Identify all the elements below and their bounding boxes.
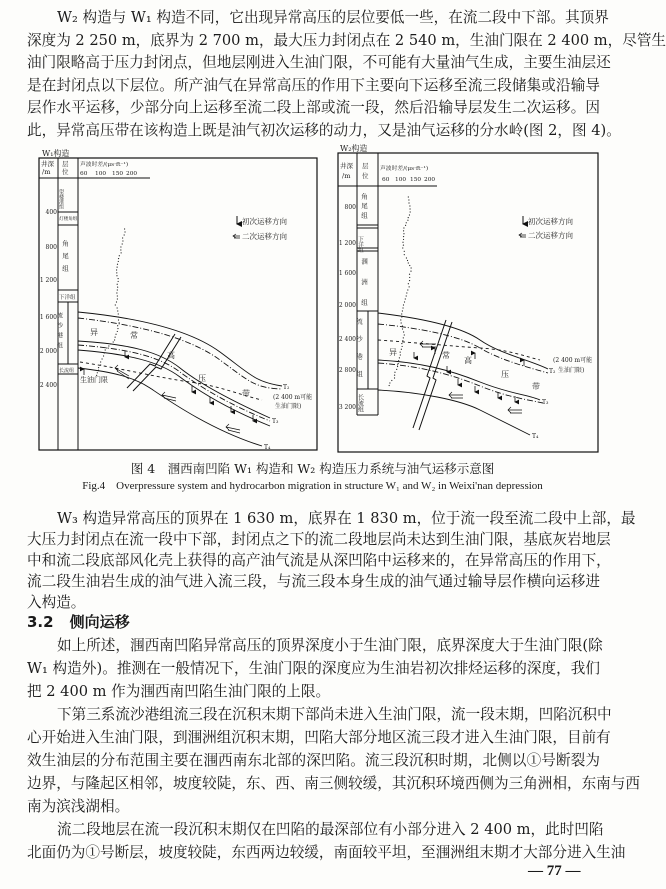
unit-label: 流沙港组 bbox=[355, 318, 363, 388]
panel-w2 bbox=[338, 143, 598, 452]
log-point bbox=[108, 345, 109, 346]
log-point bbox=[114, 339, 115, 340]
log-tick: 200 bbox=[424, 177, 436, 183]
unit-label: 望楼港组 bbox=[58, 189, 64, 209]
depth-tick: 2 400 bbox=[338, 336, 356, 343]
log-point bbox=[398, 363, 399, 364]
log-tick: 100 bbox=[395, 177, 407, 183]
log-point bbox=[104, 352, 105, 353]
paragraph-w3-structure bbox=[27, 508, 636, 613]
zone-char: 异 bbox=[389, 348, 397, 357]
log-point bbox=[100, 361, 101, 362]
log-point bbox=[116, 275, 117, 276]
text-line: 深度为 2 250 m，底界为 2 700 m，最大压力封闭点在 2 540 m，生油门限在 2 400 m，尽管生 bbox=[27, 31, 666, 49]
log-point bbox=[401, 343, 402, 344]
log-point bbox=[405, 298, 406, 299]
zone-char: 带 bbox=[532, 382, 540, 391]
log-point bbox=[404, 334, 405, 335]
log-point bbox=[409, 208, 410, 209]
unit-label: 流沙港组 bbox=[55, 312, 63, 352]
oil-window-note: (2 400 m可能 bbox=[553, 357, 593, 364]
legend-secondary: 二次运移方向 bbox=[242, 232, 287, 241]
section-heading bbox=[27, 611, 146, 633]
col-header-layer: 位 bbox=[62, 168, 69, 176]
log-point bbox=[116, 272, 117, 273]
log-point bbox=[400, 352, 401, 353]
log-point bbox=[124, 228, 125, 229]
log-point bbox=[98, 367, 99, 368]
log-point bbox=[403, 236, 404, 237]
figure-4-pressure-migration-diagram bbox=[0, 140, 625, 460]
text-line: 层作水平运移，少部分向上运移至流二段上部或流一段，然后沿输导层发生二次运移。因 bbox=[27, 99, 600, 117]
log-point bbox=[124, 234, 125, 235]
log-point bbox=[406, 257, 407, 258]
log-point bbox=[115, 334, 116, 335]
figure-caption-chinese: 图 4 涠西南凹陷 W₁ 构造和 W₂ 构造压力系统与油气运移示意图 bbox=[130, 461, 495, 476]
depth-tick: 2 000 bbox=[338, 302, 356, 309]
unit-label: 涠洲组 bbox=[360, 258, 368, 320]
log-point bbox=[402, 242, 403, 243]
log-point bbox=[402, 307, 403, 308]
legend bbox=[519, 216, 573, 240]
unit-label: 灯楼角组 bbox=[59, 217, 78, 222]
log-point bbox=[402, 325, 403, 326]
log-point bbox=[396, 369, 397, 370]
log-point bbox=[399, 357, 400, 358]
depth-tick: 3 200 bbox=[338, 404, 356, 411]
secondary-migration-arrow-icon bbox=[162, 392, 176, 401]
text-line: 中和流二段底部风化壳上获得的高产油气流是从深凹陷中运移来的，在异常高压的作用下， bbox=[27, 552, 611, 569]
depth-tick: 1 200 bbox=[338, 240, 356, 247]
depth-tick: 800 bbox=[344, 204, 356, 211]
log-point bbox=[118, 278, 119, 279]
text-line: 此，异常高压带在该构造上既是油气初次运移的动力，又是油气运移的分水岭(图 2，图 4)。 bbox=[27, 121, 621, 139]
section-title: 侧向运移 bbox=[69, 613, 130, 631]
log-point bbox=[408, 202, 409, 203]
text-line: 大压力封闭点在流一段中下部，封闭点之下的流二段地层尚未达到生油门限，基底灰岩地层 bbox=[27, 531, 611, 548]
log-point bbox=[409, 277, 410, 278]
text-line: 流二段地层在流一段沉积末期仅在凹陷的最深部位有小部分进入 2 400 m，此时凹陷 bbox=[57, 821, 604, 838]
log-point bbox=[117, 298, 118, 299]
zone-char: 高 bbox=[167, 351, 175, 360]
log-point bbox=[397, 366, 398, 367]
log-point bbox=[121, 252, 122, 253]
log-point bbox=[118, 319, 119, 320]
text-line: 如上所述，涠西南凹陷异常高压的顶界深度小于生油门限，底界深度大于生油门限(除 bbox=[57, 637, 603, 654]
log-point bbox=[122, 240, 123, 241]
log-point bbox=[402, 340, 403, 341]
horizon-label: T₃ bbox=[542, 399, 549, 406]
log-point bbox=[113, 341, 114, 342]
col-header-depth: 井深 bbox=[340, 162, 353, 170]
log-point bbox=[410, 271, 411, 272]
text-line: 油门限略高于压力封闭点，但地层刚进入生油门限，不可能有大量油气生成，主要生油层还 bbox=[27, 54, 611, 72]
log-point bbox=[115, 304, 116, 305]
log-point bbox=[400, 354, 401, 355]
text-line: 边界，与隆起区相邻，坡度较陡，东、西、南三侧较缓，其沉积环境西侧为三角洲相，东南与西 bbox=[27, 775, 640, 792]
log-tick: 150 bbox=[112, 171, 124, 177]
col-header-depth-unit: /m bbox=[342, 172, 351, 180]
depth-tick: 800 bbox=[45, 244, 57, 251]
legend bbox=[233, 216, 287, 241]
log-point bbox=[116, 292, 117, 293]
section-number: 3.2 bbox=[27, 613, 54, 631]
log-point bbox=[106, 347, 107, 348]
log-point bbox=[404, 254, 405, 255]
log-point bbox=[411, 267, 412, 268]
oil-window-note: 生油门限) bbox=[558, 367, 585, 374]
log-point bbox=[124, 231, 125, 232]
log-point bbox=[96, 375, 97, 376]
horizon-label: T₄ bbox=[532, 433, 539, 440]
text-line: W₂ 构造与 W₁ 构造不同，它出现异常高压的层位要低一些，在流二段中下部。其顶界 bbox=[57, 9, 609, 26]
col-header-depth: 井深 bbox=[41, 160, 54, 168]
log-tick: 60 bbox=[382, 177, 390, 183]
col-header-depth-unit: /m bbox=[42, 168, 51, 176]
log-point bbox=[117, 328, 118, 329]
text-line: W₃ 构造异常高压的顶界在 1 630 m，底界在 1 830 m，位于流一段至流二段中上部，最 bbox=[57, 510, 636, 527]
legend-primary: 初次运移方向 bbox=[242, 217, 287, 226]
depth-tick: 1 600 bbox=[39, 314, 57, 321]
figure-caption-english: Fig.4 Overpressure system and hydrocarbon migration in structure W₁ and W₂ in Weixi'nan depression bbox=[82, 480, 543, 492]
log-point bbox=[117, 331, 118, 332]
depth-tick: 2 000 bbox=[39, 348, 57, 355]
log-point bbox=[403, 331, 404, 332]
text-line: 北面仍为①号断层，坡度较陡，东西两边较缓，南面较平坦，至涠洲组末期才大部分进入生油 bbox=[27, 844, 626, 861]
panel-title: W₂构造 bbox=[340, 144, 368, 153]
text-line: W₁ 构造外)。推测在一般情况下，生油门限的深度应为生油岩初次排烃运移的深度，我们 bbox=[27, 660, 600, 677]
unit-label: 下洋组 bbox=[59, 295, 76, 301]
text-line: 入构造。 bbox=[27, 594, 86, 611]
log-point bbox=[100, 364, 101, 365]
log-point bbox=[401, 316, 402, 317]
text-line: 流二段生油岩生成的油气进入流三段，与流三段本身生成的油气通过输导层作横向运移进 bbox=[27, 573, 600, 590]
log-point bbox=[408, 283, 409, 284]
log-point bbox=[409, 265, 410, 266]
log-point bbox=[403, 233, 404, 234]
log-point bbox=[408, 262, 409, 263]
log-point bbox=[394, 377, 395, 378]
overpressure-zone-label bbox=[90, 327, 250, 398]
log-point bbox=[118, 281, 119, 282]
horizon-label: T₂ bbox=[283, 384, 290, 391]
log-point bbox=[120, 249, 121, 250]
log-point bbox=[406, 292, 407, 293]
depth-tick: 1 200 bbox=[39, 277, 57, 284]
secondary-migration-arrow-icon bbox=[233, 234, 240, 238]
text-line: 心开始进入生油门限，到涠洲组沉积末期，凹陷大部分地区流三段才进入生油门限，目前有 bbox=[27, 729, 611, 746]
zone-char: 压 bbox=[198, 374, 206, 383]
oil-window-note: 生油门限) bbox=[275, 403, 302, 410]
log-point bbox=[401, 322, 402, 323]
log-point bbox=[105, 349, 106, 350]
depth-tick: 2 400 bbox=[39, 382, 57, 389]
panel-w1 bbox=[39, 148, 317, 451]
log-point bbox=[117, 295, 118, 296]
col-header-log: 声波时差/(μs·ft⁻¹) bbox=[380, 166, 429, 172]
page-number: — 77 — bbox=[528, 863, 581, 879]
log-point bbox=[402, 328, 403, 329]
log-point bbox=[117, 284, 118, 285]
log-point bbox=[118, 261, 119, 262]
log-point bbox=[400, 319, 401, 320]
depth-tick: 1 600 bbox=[338, 270, 356, 277]
log-point bbox=[119, 322, 120, 323]
unit-label: 长流组 bbox=[356, 394, 364, 412]
paragraph-w2-structure bbox=[27, 7, 666, 143]
oil-window-note: (2 400 m可能 bbox=[273, 394, 313, 401]
log-point bbox=[402, 346, 403, 347]
log-point bbox=[118, 258, 119, 259]
secondary-migration-arrow-icon bbox=[519, 233, 526, 237]
log-point bbox=[115, 337, 116, 338]
log-point bbox=[404, 251, 405, 252]
log-point bbox=[403, 230, 404, 231]
log-point bbox=[391, 380, 392, 381]
log-point bbox=[404, 301, 405, 302]
panel-frame bbox=[338, 153, 598, 452]
zone-char: 带 bbox=[242, 389, 250, 398]
zone-char: 异 bbox=[90, 328, 98, 337]
zone-char: 常 bbox=[442, 351, 450, 360]
log-point bbox=[394, 372, 395, 373]
zone-char: 高 bbox=[464, 356, 472, 365]
log-point bbox=[409, 214, 410, 215]
unit-label: 角尾组 bbox=[360, 193, 368, 222]
col-header-log: 声波时差/(μs·ft⁻¹) bbox=[80, 162, 129, 168]
secondary-migration-arrow-icon bbox=[420, 341, 436, 347]
log-tick: 150 bbox=[410, 177, 422, 183]
paragraph-lateral-migration bbox=[27, 634, 640, 864]
log-point bbox=[118, 313, 119, 314]
depth-tick: 400 bbox=[45, 209, 57, 216]
log-point bbox=[409, 280, 410, 281]
zone-char: 常 bbox=[130, 331, 138, 340]
strata-lines bbox=[378, 313, 548, 435]
migration-arrows bbox=[84, 351, 253, 433]
log-point bbox=[120, 246, 121, 247]
log-tick: 200 bbox=[126, 171, 138, 177]
log-point bbox=[409, 274, 410, 275]
log-point bbox=[403, 245, 404, 246]
log-point bbox=[116, 269, 117, 270]
legend-secondary: 二次运移方向 bbox=[528, 231, 573, 240]
log-point bbox=[97, 372, 98, 373]
depth-axis bbox=[339, 204, 356, 411]
log-point bbox=[394, 375, 395, 376]
log-point bbox=[409, 286, 410, 287]
log-point bbox=[117, 267, 118, 268]
log-point bbox=[407, 220, 408, 221]
log-point bbox=[117, 289, 118, 290]
unit-label: 长流组 bbox=[59, 368, 75, 374]
log-point bbox=[406, 222, 407, 223]
horizon-label: T₂ bbox=[549, 368, 556, 375]
col-header-layer: 层 bbox=[62, 160, 69, 168]
log-point bbox=[110, 343, 111, 344]
horizon-label: T₄ bbox=[264, 444, 271, 451]
log-tick: 60 bbox=[80, 171, 88, 177]
log-point bbox=[407, 260, 408, 261]
log-point bbox=[408, 199, 409, 200]
text-line: 效生油层的分布范围主要在涠西南东北部的深凹陷。流三段沉积时期，北侧以①号断裂为 bbox=[27, 752, 600, 769]
legend-primary: 初次运移方向 bbox=[528, 217, 573, 226]
log-point bbox=[403, 239, 404, 240]
log-point bbox=[401, 313, 402, 314]
log-point bbox=[409, 205, 410, 206]
log-point bbox=[118, 316, 119, 317]
log-point bbox=[406, 295, 407, 296]
log-point bbox=[402, 310, 403, 311]
log-point bbox=[401, 349, 402, 350]
log-point bbox=[119, 255, 120, 256]
log-point bbox=[408, 196, 409, 197]
stratigraphic-units bbox=[56, 188, 78, 374]
text-line: 南为滨浅湖相。 bbox=[27, 798, 130, 815]
panel-title: W₁构造 bbox=[42, 149, 70, 158]
depth-axis bbox=[40, 209, 57, 389]
depth-tick: 2 800 bbox=[338, 367, 356, 374]
log-point bbox=[408, 217, 409, 218]
log-point bbox=[117, 310, 118, 311]
text-line: 下第三系流沙港组流三段在沉积末期下部尚未进入生油门限，流一段末期，凹陷沉积中 bbox=[57, 706, 612, 723]
log-point bbox=[116, 301, 117, 302]
secondary-migration-arrow-icon bbox=[449, 392, 463, 398]
log-point bbox=[403, 227, 404, 228]
col-header-layer: 层 bbox=[362, 162, 369, 170]
col-header-layer: 位 bbox=[362, 172, 369, 180]
secondary-migration-arrow-icon bbox=[226, 424, 240, 433]
log-point bbox=[389, 382, 390, 383]
horizon-label: T₃ bbox=[272, 418, 279, 425]
log-point bbox=[407, 289, 408, 290]
log-point bbox=[389, 385, 390, 386]
log-point bbox=[117, 287, 118, 288]
text-line: 把 2 400 m 作为涠西南凹陷生油门限的上限。 bbox=[27, 683, 331, 700]
secondary-migration-arrow-icon bbox=[508, 407, 522, 413]
log-point bbox=[103, 355, 104, 356]
text-line: 是在封闭点以下层位。所产油气在异常高压的作用下主要向下运移至流三段储集或沿输导 bbox=[27, 76, 600, 94]
log-point bbox=[403, 337, 404, 338]
acoustic-log-curve bbox=[389, 196, 412, 386]
log-point bbox=[402, 247, 403, 248]
log-point bbox=[101, 358, 102, 359]
strata-lines bbox=[78, 312, 282, 446]
unit-label: 角尾组 bbox=[61, 240, 69, 278]
log-point bbox=[410, 211, 411, 212]
unit-label: 下洋组 bbox=[357, 236, 363, 253]
log-point bbox=[117, 264, 118, 265]
log-point bbox=[122, 237, 123, 238]
log-point bbox=[122, 243, 123, 244]
log-point bbox=[405, 225, 406, 226]
log-point bbox=[117, 325, 118, 326]
oil-window-label: 生油门限 bbox=[80, 376, 108, 384]
zone-char: 压 bbox=[501, 370, 509, 379]
log-point bbox=[398, 360, 399, 361]
log-point bbox=[98, 370, 99, 371]
fault bbox=[413, 320, 452, 430]
log-point bbox=[403, 304, 404, 305]
log-point bbox=[117, 307, 118, 308]
log-tick: 100 bbox=[95, 171, 107, 177]
